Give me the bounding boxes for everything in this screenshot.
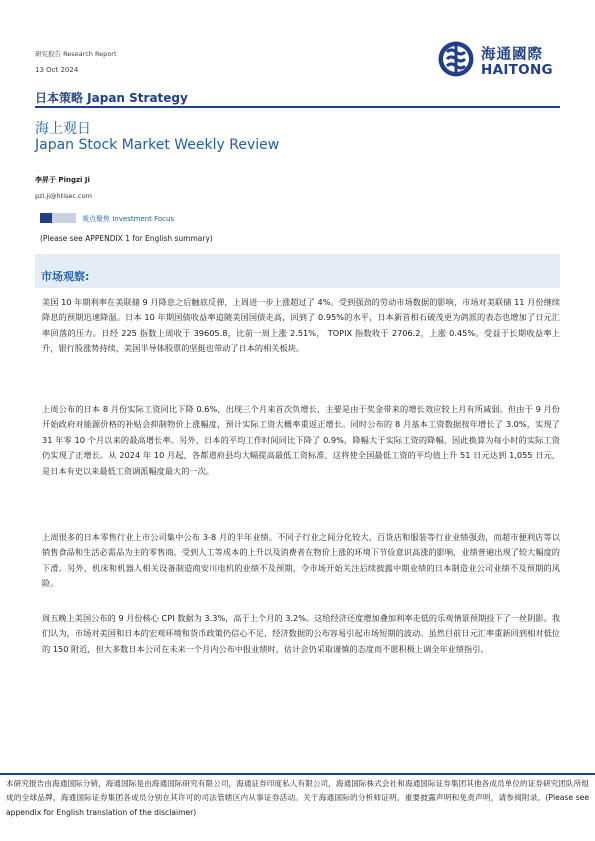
footer-divider	[0, 773, 595, 775]
focus-marker	[40, 213, 76, 223]
author-email[interactable]: pzi.ji@htisec.com	[35, 192, 92, 200]
header-divider	[35, 106, 560, 108]
report-title-en: Japan Stock Market Weekly Review	[35, 137, 280, 153]
focus-marker-dark	[40, 213, 52, 223]
focus-marker-light	[52, 213, 76, 223]
disclaimer-text: 本研究报告由海通国际分销，海通国际是由海通国际研究有限公司，海通证券印度私人有限公司，海通国际株式会社和海通国际证券集团其他各成员单位的证券研究团队所组成的全球品牌，海通国际证券集团各成员分别在其许可的司法管辖区内从事证券活动。关于海通国际的分析师证明，重要披露声明和免责声明，请参阅附录。(Please see appendix for English translation of the disclaimer)	[6, 779, 589, 817]
market-paragraph-1: 美国 10 年期利率在美联储 9 月降息之后触底反弹，上周进一步上涨超过了 4%。受到强劲的劳动市场数据的影响，市场对美联储 11 月份继续降息的预期迅速降温。日本 10 年期国债收益率追随美国国债走高，回到了 0.95%的水平，日本新首相石破茂更为鸽派的表态也增加了日元汇率回落的压力。日经 225 指数上周收于 39605.8，比前一周上涨 2.51%， TOPIX 指数收于 2706.2，上涨 0.45%。受益于长期收益率上升，银行股涨势持续，美国半导体股票的坚挺也带动了日本的相关板块。	[42, 297, 560, 354]
section-header	[35, 254, 560, 288]
section-title: 市场观察:	[41, 270, 90, 283]
investment-focus-label: 观点聚焦 Investment Focus	[82, 215, 175, 223]
market-paragraph-4: 周五晚上美国公布的 9 月份核心 CPI 数据为 3.3%，高于上个月的 3.2%。这给经济还度增加叠加利率走低的乐观情景预期投下了一丝阴影。我们认为，市场对美国和日本的宏观环境和货币政策仍信心不足，经济数据的公布容易引起市场短期的波动。虽然目前日元汇率重新回到相对低位的 150 附近，但大多数日本公司在未来一个月内公布中报业绩时，估计会仍采取谨慎的态度而不愿积极上调全年业绩指引。	[42, 613, 560, 654]
appendix-note: (Please see APPENDIX 1 for English summary)	[40, 234, 213, 243]
logo-text-cn: 海通國際	[481, 47, 543, 63]
author-name: 李昇于 Pingzi Ji	[35, 176, 90, 184]
haitong-logo	[437, 40, 562, 80]
market-paragraph-3: 上周很多的日本零售行业上市公司集中公布 3-8 月的半年业绩。不同子行业之间分化较大，百货店和服装等行业业绩强劲，而超市便利店等以销售食品和生活必需品为主的零售商，受到人工等成本的上升以及消费者在物价上涨的环境下节俭意识高涨的影响，业绩普遍出现了较大幅度的下滑。另外，机床和机器人相关设备制造商安川电机的业绩不及预期，令市场开始关注后续披露中期业绩的日本制造业公司业绩不及预期的风险。	[42, 532, 560, 589]
strategy-label: 日本策略 Japan Strategy	[35, 91, 188, 105]
haitong-logo-icon	[437, 40, 475, 78]
logo-text-en: HAITONG	[481, 62, 553, 78]
report-type-label: 研究报告 Research Report	[35, 50, 117, 58]
report-date: 13 Oct 2024	[35, 66, 79, 74]
report-title-cn: 海上观日	[35, 121, 91, 137]
market-paragraph-2: 上周公布的日本 8 月份实际工资同比下降 0.6%，出现三个月来首次负增长，主要是由于奖金带来的增长效应较上月有所减弱。但由于 9 月份开始政府对能源价格的补贴会抑制物价上涨幅度，预计实际工资大概率重返正增长。同时公布的 8 月基本工资数据按年增长了 3.0%，实现了 31 年零 10 个月以来的最高增长率。另外，日本的平均工作时间同比下降了 0.9%，降幅大于实际工资的降幅，因此换算为每小时的实际工资仍实现了正增长。从 2024 年 10 月起，各都道府县均大幅提高最低工资标准，这将使全国最低工资的平均值上升 51 日元达到 1,055 日元，是日本有史以来最低工资调派幅度最大的一次。	[42, 404, 560, 476]
